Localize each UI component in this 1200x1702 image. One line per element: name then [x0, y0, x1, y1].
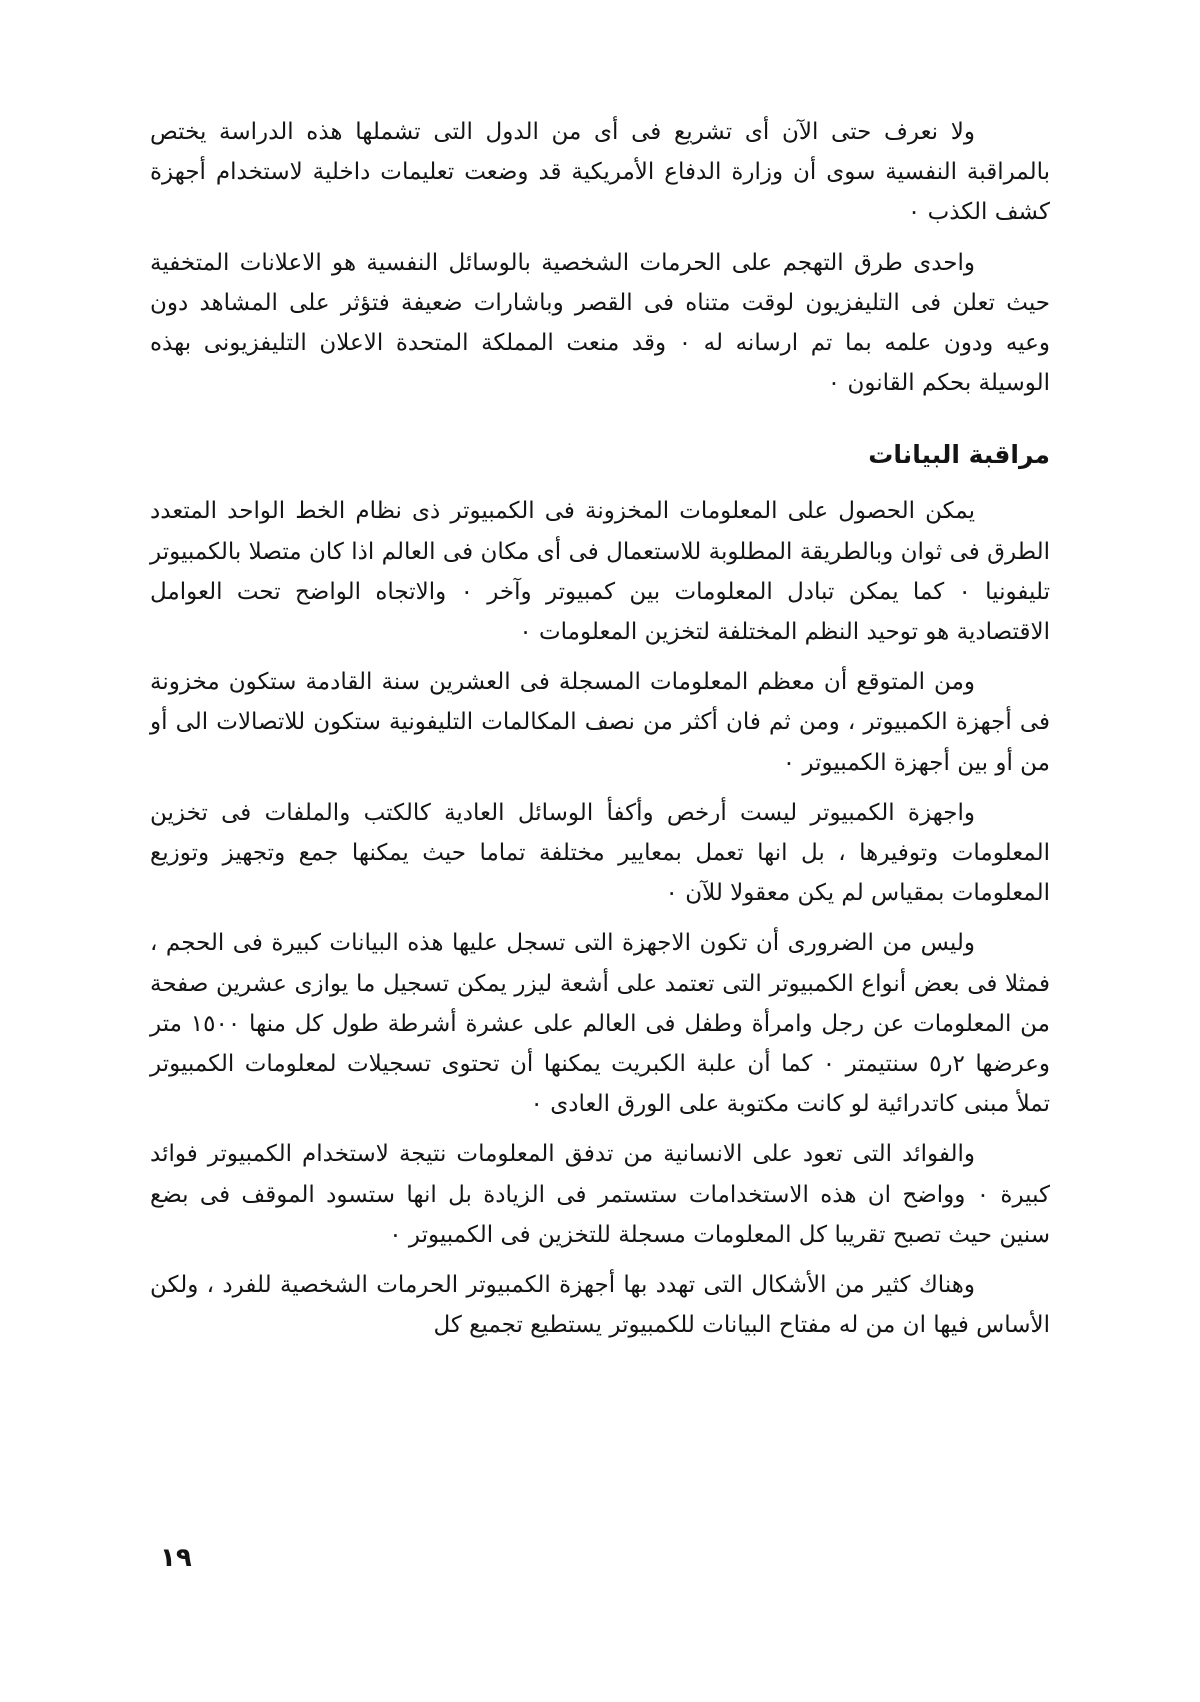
- paragraph-legislation: ولا نعرف حتى الآن أى تشريع فى أى من الدول التى تشملها هذه الدراسة يختص بالمراقبة النفسية سوى أن وزارة الدفاع الأمريكية قد وضعت تعليمات داخلية لاستخدام أجهزة كشف الكذب ٠: [150, 119, 1050, 226]
- paragraph-future-storage: ومن المتوقع أن معظم المعلومات المسجلة فى العشرين سنة القادمة ستكون مخزونة فى أجهزة الكمبيوتر ، ومن ثم فان أكثر من نصف المكالمات التليفونية ستكون للاتصالات الى أو من أو بين أجهزة الكمبيوتر ٠: [150, 669, 1050, 776]
- paragraph-subliminal-ads: واحدى طرق التهجم على الحرمات الشخصية بالوسائل النفسية هو الاعلانات المتخفية حيث تعلن فى التليفزيون لوقت متناه فى القصر وباشارات ضعيفة فتؤثر على المشاهد دون وعيه ودون علمه بما تم ارسانه له ٠ وقد منعت المملكة المتحدة الاعلان التليفزيونى بهذه الوسيلة بحكم القانون ٠: [150, 249, 1050, 397]
- paragraph-data-access: يمكن الحصول على المعلومات المخزونة فى الكمبيوتر ذى نظام الخط الواحد المتعدد الطرق فى ثوان وبالطريقة المطلوبة للاستعمال فى أى مكان فى العالم اذا كان متصلا بالكمبيوتر تليفونيا ٠ كما يمكن تبادل المعلومات بين كمبيوتر وآخر ٠ والاتجاه الواضح تحت العوامل الاقتصادية هو توحيد النظم المختلفة لتخزين المعلومات ٠: [150, 498, 1050, 646]
- text-column: [150, 112, 1050, 1355]
- paragraph-privacy-threats: وهناك كثير من الأشكال التى تهدد بها أجهزة الكمبيوتر الحرمات الشخصية للفرد ، ولكن الأساس فيها ان من له مفتاح البيانات للكمبيوتر يستطيع تجميع كل: [150, 1272, 1050, 1339]
- paragraph-computer-efficiency: واجهزة الكمبيوتر ليست أرخص وأكفأ الوسائل العادية كالكتب والملفات فى تخزين المعلومات وتوفيرها ، بل انها تعمل بمعايير مختلفة تماما حيث يمكنها جمع وتجهيز وتوزيع المعلومات بمقياس لم يكن معقولا للآن ٠: [150, 799, 1050, 907]
- paragraph-benefits: والفوائد التى تعود على الانسانية من تدفق المعلومات نتيجة لاستخدام الكمبيوتر فوائد كبيرة ٠ وواضح ان هذه الاستخدامات ستستمر فى الزيادة بل انها ستسود الموقف فى بضع سنين حيث تصبح تقريبا كل المعلومات مسجلة للتخزين فى الكمبيوتر ٠: [150, 1141, 1051, 1248]
- section-heading: مراقبة البيانات: [868, 440, 1050, 470]
- page-number: ١٩: [160, 1543, 192, 1573]
- paragraph-storage-size: وليس من الضرورى أن تكون الاجهزة التى تسجل عليها هذه البيانات كبيرة فى الحجم ، فمثلا فى بعض أنواع الكمبيوتر التى تعتمد على أشعة ليزر يمكن تسجيل ما يوازى عشرين صفحة من المعلومات عن رجل وامرأة وطفل فى العالم على عشرة أشرطة طول كل منها ١٥٠٠ متر وعرضها ٢ر٥ سنتيمتر ٠ كما أن علبة الكبريت يمكنها أن تحتوى تسجيلات لمعلومات الكمبيوتر تملأ مبنى كاتدرائية لو كانت مكتوبة على الورق العادى ٠: [150, 930, 1051, 1118]
